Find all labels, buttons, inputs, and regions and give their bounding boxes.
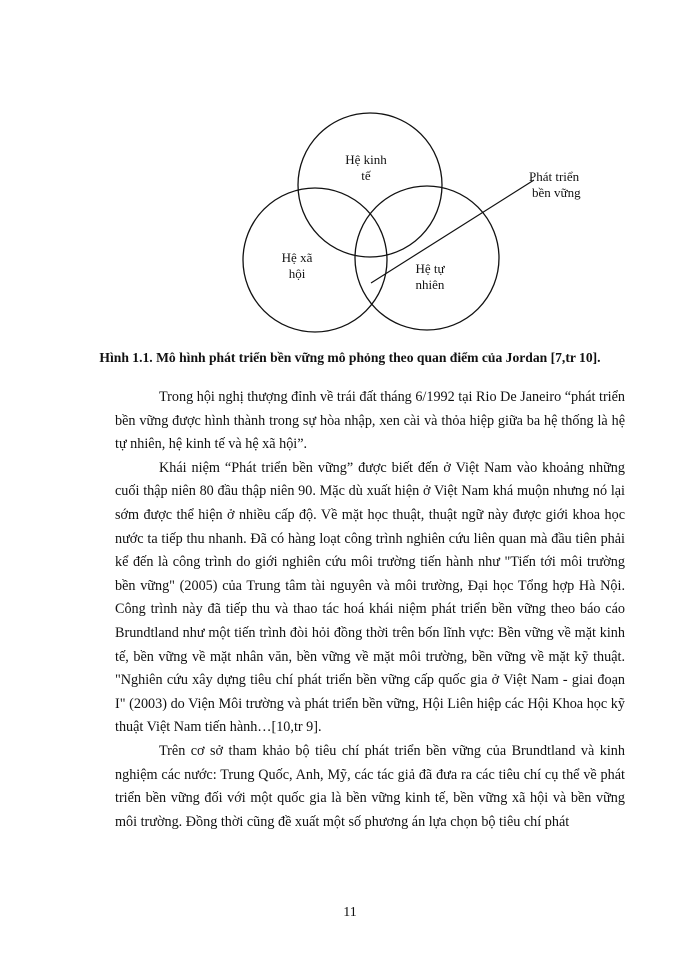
label-natural-line1: Hệ tự [415,261,445,276]
venn-diagram [0,0,700,345]
body-text [115,386,625,834]
circle-social-system [243,188,387,332]
label-natural-line2: nhiên [415,277,445,292]
paragraph: Khái niệm “Phát triển bền vững” được biết đến ở Việt Nam vào khoảng những cuối thập niên 80 đầu thập niên 90. Mặc dù xuất hiện ở Việt Nam khá muộn nhưng nó lại sớm được thể hiện ở nhiều cấp độ. Về mặt học thuật, thuật ngữ này được giới khoa học nước ta tiếp thu nhanh. Đã có hàng loạt công trình nghiên cứu liên quan mà đầu tiên phải kể đến là công trình do giới nghiên cứu môi trường tiến hành như "Tiến tới môi trường bền vững" (2005) của Trung tâm tài nguyên và môi trường, Đại học Tổng hợp Hà Nội. Công trình này đã tiếp thu và thao tác hoá khái niệm phát triển bền vững theo báo cáo Brundtland như một tiến trình đòi hỏi đồng thời trên bốn lĩnh vực: Bền vững về mặt kinh tế, bền vững về mặt nhân văn, bền vững về mặt môi trường, bền vững về mặt kỹ thuật. "Nghiên cứu xây dựng tiêu chí phát triển bền vững cấp quốc gia ở Việt Nam - giai đoạn I" (2003) do Viện Môi trường và phát triển bền vững, Hội Liên hiệp các Hội Khoa học kỹ thuật Việt Nam tiến hành…[10,tr 9]. [115,459,625,736]
callout-label-line1: Phát triển [529,169,580,184]
label-social-line2: hội [288,266,306,281]
label-economic-line1: Hệ kinh [345,152,387,167]
circle-economic-system [298,113,442,257]
paragraph: Trên cơ sở tham khảo bộ tiêu chí phát triển bền vững của Brundtland và kinh nghiệm các nước: Trung Quốc, Anh, Mỹ, các tác giả đã đưa ra các tiêu chí cụ thể về phát triển bền vững đối với một quốc gia là bền vững kinh tế, bền vững xã hội và bền vững môi trường. Đồng thời cũng đề xuất một số phương án lựa chọn bộ tiêu chí phát [115,742,625,830]
circle-natural-system [355,186,499,330]
paragraph: Trong hội nghị thượng đỉnh về trái đất tháng 6/1992 tại Rio De Janeiro “phát triển bền vững được hình thành trong sự hòa nhập, xen cài và thỏa hiệp giữa ba hệ thống là hệ tự nhiên, hệ kinh tế và hệ xã hội”. [115,389,625,453]
page-number: 11 [343,905,357,920]
label-economic-line2: tế [361,168,371,183]
callout-line [371,180,534,283]
label-social-line1: Hệ xã [281,250,313,265]
callout-label-line2: bền vững [532,185,581,200]
figure-caption: Hình 1.1. Mô hình phát triển bền vững mô phỏng theo quan điểm của Jordan [7,tr 10]. [99,350,601,365]
